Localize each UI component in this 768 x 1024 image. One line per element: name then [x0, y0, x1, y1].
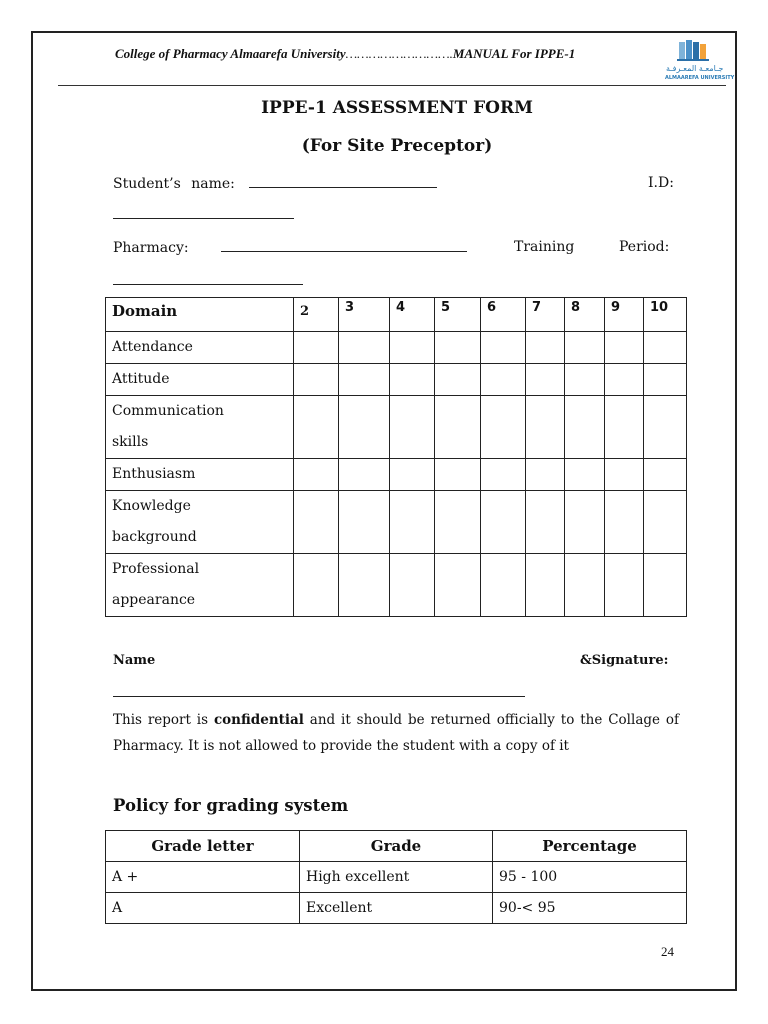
- notice-text-start: This report is: [113, 712, 214, 728]
- domain-label-line: skills: [112, 434, 149, 450]
- form-subtitle: (For Site Preceptor): [301, 136, 493, 156]
- score-header: 8: [565, 298, 605, 332]
- score-cell[interactable]: [435, 554, 481, 617]
- score-cell[interactable]: [526, 491, 565, 554]
- confidential-notice: [113, 707, 679, 759]
- signature-blank[interactable]: [113, 684, 525, 697]
- score-cell[interactable]: [294, 554, 339, 617]
- score-cell[interactable]: [565, 459, 605, 491]
- id-blank[interactable]: [113, 206, 294, 219]
- score-cell[interactable]: [644, 364, 687, 396]
- score-cell[interactable]: [339, 459, 390, 491]
- score-cell[interactable]: [435, 396, 481, 459]
- grade-table: [105, 830, 687, 924]
- score-header: 3: [339, 298, 390, 332]
- score-cell[interactable]: [644, 459, 687, 491]
- score-cell[interactable]: [481, 396, 526, 459]
- score-cell[interactable]: [605, 459, 644, 491]
- notice-text-end: and it should be returned officially to the Collage of Pharmacy. It is not allowed to provide the student with a copy of it: [113, 712, 680, 754]
- signature-row: [113, 684, 525, 701]
- domain-row: [106, 459, 687, 491]
- score-cell[interactable]: [339, 396, 390, 459]
- policy-heading: Policy for grading system: [113, 796, 349, 815]
- id-row: [113, 206, 294, 223]
- name-label: Name: [113, 653, 156, 668]
- score-header: 5: [435, 298, 481, 332]
- score-cell[interactable]: [481, 364, 526, 396]
- score-cell[interactable]: [605, 396, 644, 459]
- domain-label: [106, 364, 294, 396]
- score-cell[interactable]: [435, 364, 481, 396]
- score-cell[interactable]: [565, 396, 605, 459]
- score-cell[interactable]: [390, 364, 435, 396]
- score-cell[interactable]: [435, 459, 481, 491]
- score-cell[interactable]: [565, 491, 605, 554]
- assessment-table: [105, 297, 687, 617]
- score-cell[interactable]: [339, 491, 390, 554]
- domain-label-line: Enthusiasm: [112, 466, 196, 482]
- period-label: Period:: [619, 239, 670, 255]
- score-cell[interactable]: [644, 332, 687, 364]
- score-cell[interactable]: [644, 396, 687, 459]
- score-cell[interactable]: [481, 554, 526, 617]
- score-cell[interactable]: [644, 491, 687, 554]
- score-cell[interactable]: [565, 554, 605, 617]
- score-cell[interactable]: [605, 364, 644, 396]
- score-cell[interactable]: [294, 459, 339, 491]
- score-cell[interactable]: [481, 332, 526, 364]
- grade-cell: Excellent: [300, 893, 493, 924]
- grade-letter-cell: A: [106, 893, 300, 924]
- score-header: 10: [644, 298, 687, 332]
- header-rule: [58, 85, 726, 86]
- grade-cell: High excellent: [300, 862, 493, 893]
- percentage-cell: 90-< 95: [493, 893, 687, 924]
- grade-header: Grade: [300, 831, 493, 862]
- domain-label-line: background: [112, 529, 197, 545]
- notice-bold: confidential: [213, 712, 304, 728]
- score-cell[interactable]: [390, 459, 435, 491]
- domain-label-line: appearance: [112, 592, 196, 608]
- student-name-label: Student’s name:: [113, 176, 235, 192]
- header-college: College of Pharmacy Almaarefa University: [115, 46, 346, 61]
- score-cell[interactable]: [294, 491, 339, 554]
- domain-row: [106, 396, 687, 459]
- score-cell[interactable]: [565, 364, 605, 396]
- domain-row: [106, 554, 687, 617]
- grade-letter-cell: A +: [106, 862, 300, 893]
- score-header: 4: [390, 298, 435, 332]
- training-label: Training: [514, 239, 575, 255]
- domain-label-line: Professional: [112, 561, 200, 577]
- domain-row: [106, 332, 687, 364]
- score-cell[interactable]: [605, 554, 644, 617]
- score-cell[interactable]: [526, 332, 565, 364]
- running-header: [115, 46, 645, 62]
- score-cell[interactable]: [481, 491, 526, 554]
- score-cell[interactable]: [605, 332, 644, 364]
- domain-label: [106, 396, 294, 459]
- score-cell[interactable]: [526, 396, 565, 459]
- domain-label-line: Communication: [112, 403, 224, 419]
- logo-arabic-text: جـامعـة المعـرفـة: [666, 64, 724, 73]
- domain-label-line: Attitude: [112, 371, 170, 387]
- domain-row: [106, 364, 687, 396]
- score-cell[interactable]: [526, 459, 565, 491]
- grade-row: [106, 893, 687, 924]
- period-row: [113, 272, 303, 289]
- student-name-blank[interactable]: [249, 175, 437, 188]
- score-cell[interactable]: [294, 396, 339, 459]
- domain-label: [106, 554, 294, 617]
- domain-header: Domain: [106, 298, 294, 332]
- score-cell[interactable]: [435, 491, 481, 554]
- logo-english-text: ALMAAREFA UNIVERSITY: [665, 75, 735, 81]
- id-label: I.D:: [648, 175, 674, 191]
- score-header: 9: [605, 298, 644, 332]
- score-cell[interactable]: [390, 332, 435, 364]
- grade-row: [106, 862, 687, 893]
- domain-label: [106, 491, 294, 554]
- score-cell[interactable]: [294, 332, 339, 364]
- page-number: 24: [661, 944, 674, 959]
- signature-label: &Signature:: [580, 653, 669, 668]
- score-cell[interactable]: [481, 459, 526, 491]
- assessment-body: [106, 332, 687, 617]
- score-cell[interactable]: [565, 332, 605, 364]
- score-cell[interactable]: [339, 332, 390, 364]
- percentage-cell: 95 - 100: [493, 862, 687, 893]
- score-header: 2: [294, 298, 339, 332]
- domain-row: [106, 491, 687, 554]
- score-cell[interactable]: [390, 491, 435, 554]
- grade-header-row: [106, 831, 687, 862]
- score-cell[interactable]: [390, 396, 435, 459]
- score-header: 7: [526, 298, 565, 332]
- percentage-header: Percentage: [493, 831, 687, 862]
- domain-label-line: Knowledge: [112, 498, 191, 514]
- pharmacy-blank[interactable]: [221, 239, 467, 252]
- header-manual: MANUAL For IPPE-1: [452, 46, 576, 61]
- score-cell[interactable]: [435, 332, 481, 364]
- score-header: 6: [481, 298, 526, 332]
- score-cell[interactable]: [339, 364, 390, 396]
- header-dots: ……………………….: [345, 46, 453, 61]
- score-cell[interactable]: [644, 554, 687, 617]
- pharmacy-row: [113, 239, 467, 256]
- domain-label: [106, 332, 294, 364]
- period-blank[interactable]: [113, 272, 303, 285]
- domain-label-line: Attendance: [112, 339, 193, 355]
- grade-letter-header: Grade letter: [106, 831, 300, 862]
- domain-label: [106, 459, 294, 491]
- score-cell[interactable]: [526, 554, 565, 617]
- score-cell[interactable]: [339, 554, 390, 617]
- score-cell[interactable]: [605, 491, 644, 554]
- score-cell[interactable]: [294, 364, 339, 396]
- pharmacy-label: Pharmacy:: [113, 240, 189, 256]
- assessment-header-row: [106, 298, 687, 332]
- score-cell[interactable]: [390, 554, 435, 617]
- form-title: IPPE-1 ASSESSMENT FORM: [261, 98, 533, 118]
- score-cell[interactable]: [526, 364, 565, 396]
- student-name-row: [113, 175, 437, 192]
